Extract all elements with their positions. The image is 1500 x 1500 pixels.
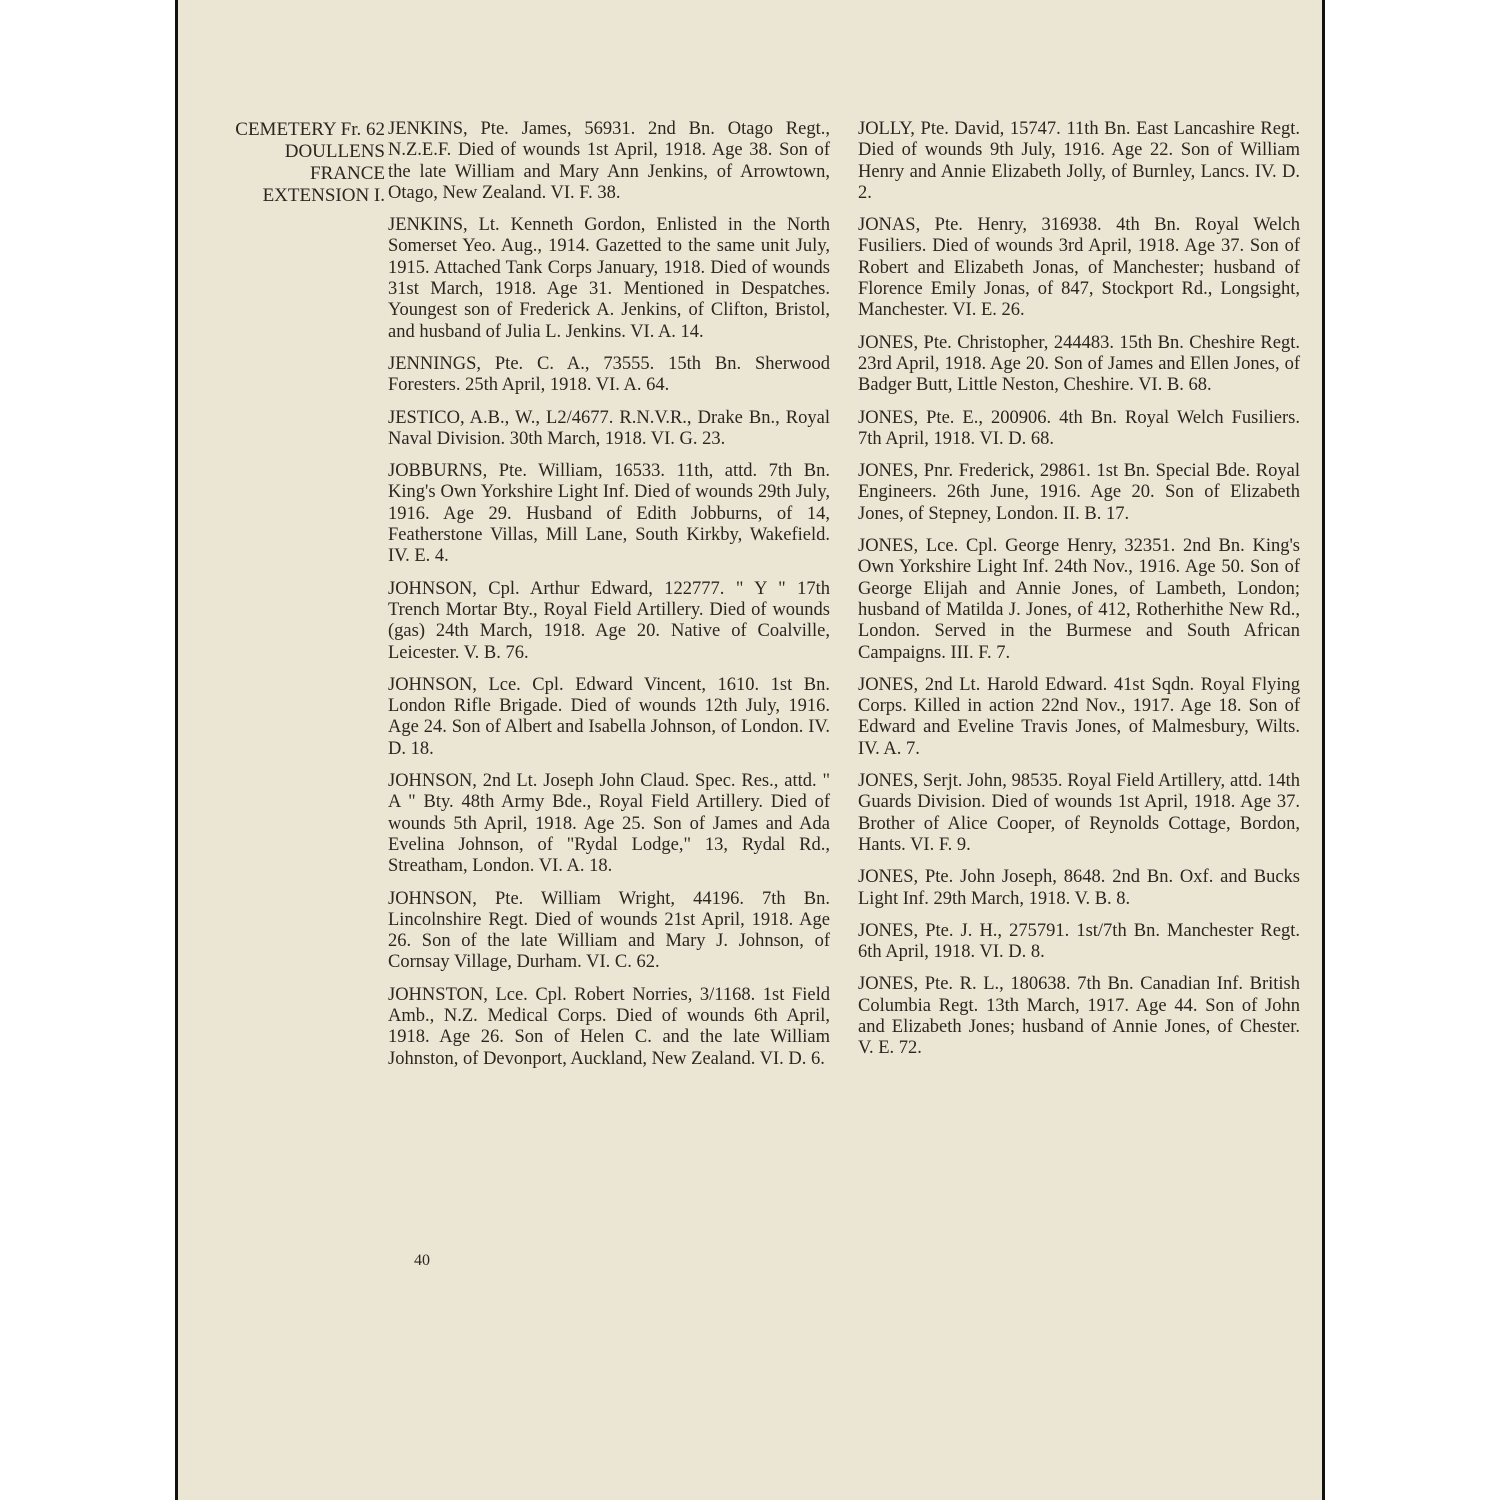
document-page bbox=[175, 0, 1325, 1500]
casualty-entry: JONES, Pte. E., 200906. 4th Bn. Royal Welch Fusiliers. 7th April, 1918. VI. D. 68. bbox=[858, 407, 1300, 449]
page-number: 40 bbox=[414, 1252, 430, 1269]
heading-line-4: EXTENSION I. bbox=[262, 185, 385, 206]
casualty-entry: JOLLY, Pte. David, 15747. 11th Bn. East Lancashire Regt. Died of wounds 9th July, 1916. Age 22. Son of William Henry and Annie Elizabeth Jolly, of Burnley, Lancs. IV. D. 2. bbox=[858, 119, 1300, 203]
casualty-entry: JONES, Pte. J. H., 275791. 1st/7th Bn. Manchester Regt. 6th April, 1918. VI. D. 8. bbox=[858, 920, 1300, 963]
casualty-entry: JONES, Pnr. Frederick, 29861. 1st Bn. Special Bde. Royal Engineers. 26th June, 1916. Age 20. Son of Elizabeth Jones, of Stepney, London. II. B. 17. bbox=[858, 461, 1300, 524]
casualty-entry: JONES, Lce. Cpl. George Henry, 32351. 2nd Bn. King's Own Yorkshire Light Inf. 24th Nov., 1916. Age 50. Son of George Elijah and Annie Jones, of Lambeth, London; husband of Matilda J. Jones, of 412, Rotherhithe New Rd., London. Served in the Burmese and South African Campaigns. III. F. 7. bbox=[858, 536, 1300, 663]
casualty-entry: JOHNSON, Pte. William Wright, 44196. 7th Bn. Lincolnshire Regt. Died of wounds 21st April, 1918. Age 26. Son of the late William and Mary J. Johnson, of Cornsay Village, Durham. VI. C. 62. bbox=[388, 888, 830, 973]
casualty-entry: JESTICO, A.B., W., L2/4677. R.N.V.R., Drake Bn., Royal Naval Division. 30th March, 1918. VI. G. 23. bbox=[388, 407, 830, 449]
casualty-entry: JENKINS, Pte. James, 56931. 2nd Bn. Otago Regt., N.Z.E.F. Died of wounds 1st April, 1918. Age 38. Son of the late William and Mary Ann Jenkins, of Arrowtown, Otago, New Zealand. VI. F. 38. bbox=[388, 119, 830, 203]
heading-line-3: FRANCE bbox=[310, 163, 385, 184]
casualty-entry: JENKINS, Lt. Kenneth Gordon, Enlisted in the North Somerset Yeo. Aug., 1914. Gazetted to the same unit July, 1915. Attached Tank Corps January, 1918. Died of wounds 31st March, 1918. Age 31. Mentioned in Despatches. Youngest son of Frederick A. Jenkins, of Clifton, Bristol, and husband of Julia L. Jenkins. VI. A. 14. bbox=[388, 215, 830, 342]
casualty-entry: JOHNSON, Cpl. Arthur Edward, 122777. " Y " 17th Trench Mortar Bty., Royal Field Artillery. Died of wounds (gas) 24th March, 1918. Age 20. Native of Coalville, Leicester. V. B. 76. bbox=[388, 578, 830, 663]
casualty-entry: JONES, 2nd Lt. Harold Edward. 41st Sqdn. Royal Flying Corps. Killed in action 22nd Nov., 1917. Age 18. Son of Edward and Eveline Travis Jones, of Malmesbury, Wilts. IV. A. 7. bbox=[858, 674, 1300, 759]
casualty-entry: JONES, Pte. Christopher, 244483. 15th Bn. Cheshire Regt. 23rd April, 1918. Age 20. Son of James and Ellen Jones, of Badger Butt, Little Neston, Cheshire. VI. B. 68. bbox=[858, 332, 1300, 396]
casualty-entry: JOHNSON, Lce. Cpl. Edward Vincent, 1610. 1st Bn. London Rifle Brigade. Died of wounds 12th July, 1916. Age 24. Son of Albert and Isabella Johnson, of London. IV. D. 18. bbox=[388, 674, 830, 759]
casualty-entry: JOBBURNS, Pte. William, 16533. 11th, attd. 7th Bn. King's Own Yorkshire Light Inf. Died of wounds 29th July, 1916. Age 29. Husband of Edith Jobburns, of 14, Featherstone Villas, Mill Lane, South Kirkby, Wakefield. IV. E. 4. bbox=[388, 461, 830, 567]
casualty-entry: JENNINGS, Pte. C. A., 73555. 15th Bn. Sherwood Foresters. 25th April, 1918. VI. A. 64. bbox=[388, 353, 830, 396]
heading-line-2: DOULLENS bbox=[284, 141, 385, 162]
casualty-entry: JONES, Pte. R. L., 180638. 7th Bn. Canadian Inf. British Columbia Regt. 13th March, 1917. Age 44. Son of John and Elizabeth Jones; husband of Annie Jones, of Chester. V. E. 72. bbox=[858, 974, 1300, 1059]
casualty-entry: JONAS, Pte. Henry, 316938. 4th Bn. Royal Welch Fusiliers. Died of wounds 3rd April, 1918. Age 37. Son of Robert and Elizabeth Jonas, of Manchester; husband of Florence Emily Jonas, of 847, Stockport Rd., Longsight, Manchester. VI. E. 26. bbox=[858, 215, 1300, 321]
heading-line-1: CEMETERY Fr. 62 bbox=[235, 119, 385, 140]
casualty-entry: JOHNSTON, Lce. Cpl. Robert Norries, 3/1168. 1st Field Amb., N.Z. Medical Corps. Died of wounds 6th April, 1918. Age 26. Son of Helen C. and the late William Johnston, of Devonport, Auckland, New Zealand. VI. D. 6. bbox=[388, 984, 830, 1069]
casualty-entry: JONES, Pte. John Joseph, 8648. 2nd Bn. Oxf. and Bucks Light Inf. 29th March, 1918. V. B. 8. bbox=[858, 867, 1300, 909]
casualty-entry: JONES, Serjt. John, 98535. Royal Field Artillery, attd. 14th Guards Division. Died of wounds 1st April, 1918. Age 37. Brother of Alice Cooper, of Reynolds Cottage, Bordon, Hants. VI. F. 9. bbox=[858, 771, 1300, 855]
casualty-entry: JOHNSON, 2nd Lt. Joseph John Claud. Spec. Res., attd. " A " Bty. 48th Army Bde., Royal Field Artillery. Died of wounds 5th April, 1918. Age 25. Son of James and Ada Evelina Johnson, of "Rydal Lodge," 13, Rydal Rd., Streatham, London. VI. A. 18. bbox=[388, 771, 830, 877]
right-column bbox=[858, 119, 1300, 1071]
left-column bbox=[388, 119, 830, 1081]
cemetery-heading bbox=[190, 119, 385, 207]
